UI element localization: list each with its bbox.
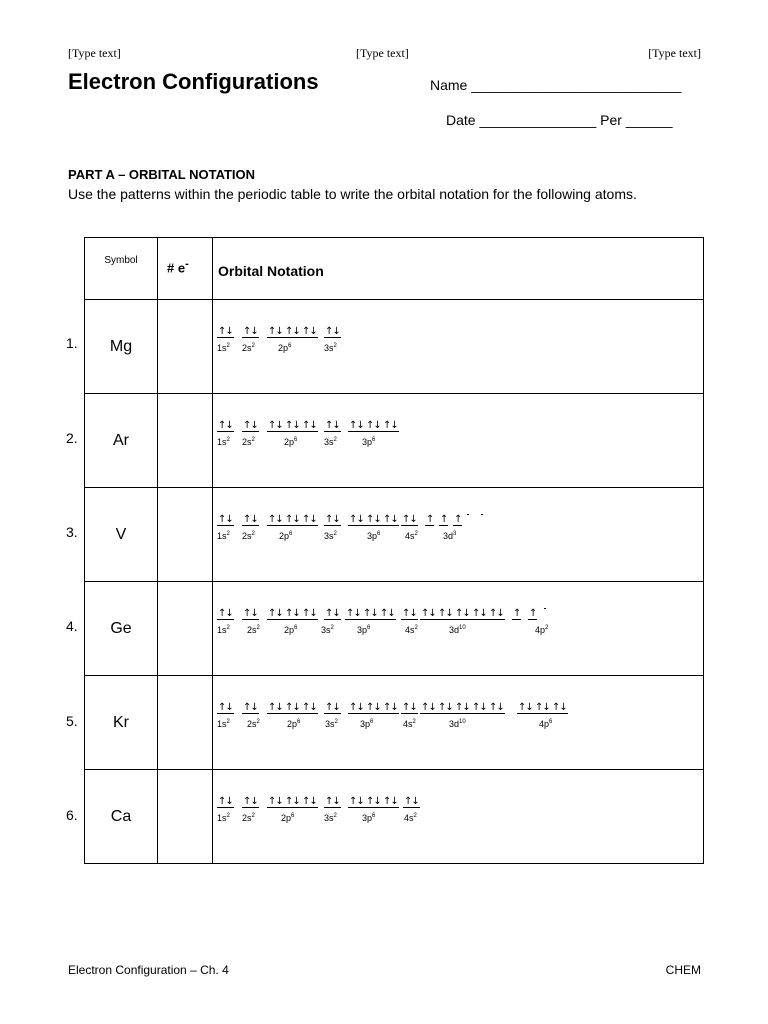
sublevel-name: 4s <box>404 813 414 823</box>
sublevel-label <box>324 813 337 823</box>
orbital-box: ↑↓ <box>268 608 283 619</box>
name-field: Name ___________________________ <box>430 77 682 93</box>
sublevel-name: 3d <box>443 531 454 541</box>
electron-superscript: 2 <box>256 625 260 631</box>
electron-count-header-label: # e <box>167 260 186 276</box>
electron-superscript: 6 <box>291 813 295 819</box>
sublevel-label <box>284 437 297 447</box>
sublevel-label <box>443 531 456 541</box>
orbital-box: ↑↓ <box>243 702 258 713</box>
sublevel-name: 1s <box>217 813 227 823</box>
sublevel-label <box>242 437 255 447</box>
orbital-box: ↑↓ <box>349 702 364 713</box>
electron-superscript: 6 <box>297 719 301 725</box>
orbital-diagram <box>217 608 697 648</box>
electron-superscript: 2 <box>545 625 549 631</box>
orbital-box: ↑ <box>513 608 521 619</box>
sublevel-name: 2p <box>278 343 289 353</box>
electron-superscript: 6 <box>294 625 298 631</box>
sublevel-label <box>217 343 230 353</box>
orbital-notation-cell <box>213 488 704 582</box>
sublevel-label <box>279 531 292 541</box>
sublevel-name: 1s <box>217 343 227 353</box>
table-row <box>85 676 704 770</box>
orbital-box: ↑↓ <box>325 796 340 807</box>
electron-superscript: 2 <box>333 813 337 819</box>
orbital-box: ↑↓ <box>472 702 487 713</box>
sublevel-label <box>217 719 230 729</box>
sublevel-name: 4p <box>535 625 546 635</box>
orbital-box: ↑↓ <box>302 420 317 431</box>
orbital-box: ↑↓ <box>363 608 378 619</box>
sublevel-label <box>242 531 255 541</box>
table-row <box>85 394 704 488</box>
electron-superscript: 2 <box>330 625 334 631</box>
orbital-box: ↑↓ <box>325 420 340 431</box>
table-row <box>85 582 704 676</box>
electron-superscript: 6 <box>549 719 553 725</box>
electron-count-field[interactable] <box>158 394 213 488</box>
sublevel-name: 3p <box>357 625 368 635</box>
orbital-box: ↑↓ <box>243 420 258 431</box>
orbital-box: ↑↓ <box>349 514 364 525</box>
orbital-notation-cell <box>213 582 704 676</box>
sublevel-label <box>281 813 294 823</box>
sublevel-name: 3s <box>324 531 334 541</box>
orbital-box: ↑ <box>454 514 462 525</box>
orbital-box: ↑↓ <box>366 796 381 807</box>
row-number: 5. <box>66 713 78 729</box>
orbital-box: ↑↓ <box>285 608 300 619</box>
orbital-box: ↑↓ <box>285 420 300 431</box>
sublevel-label <box>242 813 255 823</box>
orbital-box: ↑↓ <box>366 514 381 525</box>
orbital-box: ↑↓ <box>218 702 233 713</box>
orbital-notation-cell <box>213 394 704 488</box>
electron-superscript: 6 <box>289 531 293 537</box>
sublevel-label <box>287 719 300 729</box>
sublevel-name: 2s <box>242 343 252 353</box>
sublevel-name: 3p <box>360 719 371 729</box>
electron-charge-sup: - <box>185 257 189 270</box>
row-number: 6. <box>66 807 78 823</box>
orbital-box: ↑↓ <box>285 796 300 807</box>
electron-superscript: 2 <box>414 531 418 537</box>
electron-superscript: 2 <box>251 813 255 819</box>
sublevel-label <box>242 343 255 353</box>
orbital-box: ↑↓ <box>218 796 233 807</box>
orbital-box: ↑↓ <box>268 326 283 337</box>
orbital-box: ↑↓ <box>455 702 470 713</box>
footer-right-text: CHEM <box>665 963 701 977</box>
orbital-box: ↑↓ <box>472 608 487 619</box>
sublevel-label <box>360 719 373 729</box>
orbital-box: ↑↓ <box>243 608 258 619</box>
orbital-box: ↑↓ <box>346 608 361 619</box>
sublevel-name: 2p <box>279 531 290 541</box>
electron-superscript: 2 <box>333 437 337 443</box>
sublevel-label <box>362 437 375 447</box>
sublevel-name: 2p <box>281 813 292 823</box>
orbital-box: ↑↓ <box>268 702 283 713</box>
electron-superscript: 2 <box>251 531 255 537</box>
row-number: 2. <box>66 430 78 446</box>
sublevel-name: 3s <box>321 625 331 635</box>
orbital-box: ↑↓ <box>535 702 550 713</box>
sublevel-name: 3d <box>449 625 460 635</box>
header-left-text: [Type text] <box>68 46 121 60</box>
sublevel-name: 4p <box>539 719 550 729</box>
sublevel-label <box>449 625 466 635</box>
sublevel-name: 4s <box>405 625 415 635</box>
electron-superscript: 6 <box>294 437 298 443</box>
electron-superscript: 2 <box>412 719 416 725</box>
sublevel-label <box>247 719 260 729</box>
sublevel-label <box>324 437 337 447</box>
element-symbol: Ar <box>85 394 158 488</box>
orbital-box: ↑↓ <box>438 702 453 713</box>
orbital-box: ↑↓ <box>285 702 300 713</box>
sublevel-name: 1s <box>217 437 227 447</box>
sublevel-label <box>539 719 552 729</box>
orbital-box: ↑↓ <box>402 702 417 713</box>
orbital-box: ↑↓ <box>325 608 340 619</box>
sublevel-label <box>217 437 230 447</box>
electron-superscript: 2 <box>251 343 255 349</box>
sublevel-label <box>324 531 337 541</box>
table-row <box>85 770 704 864</box>
sublevel-name: 4s <box>405 531 415 541</box>
orbital-box: ↑↓ <box>218 514 233 525</box>
sublevel-label <box>362 813 375 823</box>
orbital-notation-cell <box>213 676 704 770</box>
electron-superscript: 2 <box>333 531 337 537</box>
electron-superscript: 2 <box>414 625 418 631</box>
orbital-box: ↑↓ <box>302 702 317 713</box>
element-symbol: Ca <box>85 770 158 864</box>
orbital-notation-cell <box>213 300 704 394</box>
orbital-box: ↑↓ <box>438 608 453 619</box>
sublevel-label <box>217 625 230 635</box>
orbital-box: ↑↓ <box>404 796 419 807</box>
symbol-header-label: Symbol <box>104 255 138 266</box>
orbital-box: ↑ <box>440 514 448 525</box>
electron-superscript: 2 <box>334 719 338 725</box>
orbital-box: ↑↓ <box>302 514 317 525</box>
header-right-text: [Type text] <box>648 46 701 60</box>
sublevel-label <box>278 343 291 353</box>
orbital-box: ↑↓ <box>325 326 340 337</box>
symbol-header <box>85 238 158 300</box>
sublevel-label <box>449 719 466 729</box>
orbital-box: ↑↓ <box>349 796 364 807</box>
element-symbol: V <box>85 488 158 582</box>
electron-superscript: 6 <box>288 343 292 349</box>
orbital-box: ↑ <box>529 608 537 619</box>
orbital-box: ↑↓ <box>383 702 398 713</box>
electron-superscript: 2 <box>226 343 230 349</box>
sublevel-name: 2p <box>284 625 295 635</box>
orbital-box: ↑↓ <box>421 608 436 619</box>
electron-superscript: 2 <box>226 719 230 725</box>
sublevel-name: 2s <box>242 437 252 447</box>
sublevel-name: 2s <box>242 531 252 541</box>
orbital-box: ↑↓ <box>383 796 398 807</box>
orbital-box: ↑↓ <box>518 702 533 713</box>
electron-count-field[interactable] <box>158 300 213 394</box>
orbital-box: ↑↓ <box>455 608 470 619</box>
table-row <box>85 488 704 582</box>
orbital-box: ↑↓ <box>268 420 283 431</box>
table-row <box>85 300 704 394</box>
orbital-box: ↑↓ <box>402 608 417 619</box>
orbital-box <box>481 514 483 515</box>
orbital-box: ↑↓ <box>218 326 233 337</box>
table-header-row <box>85 238 704 300</box>
sublevel-name: 3p <box>362 813 373 823</box>
element-symbol: Kr <box>85 676 158 770</box>
electron-superscript: 6 <box>377 531 381 537</box>
sublevel-label <box>321 625 334 635</box>
orbital-box: ↑↓ <box>268 796 283 807</box>
sublevel-name: 3s <box>324 437 334 447</box>
orbital-box: ↑↓ <box>325 702 340 713</box>
element-symbol: Mg <box>85 300 158 394</box>
orbital-box: ↑ <box>426 514 434 525</box>
sublevel-name: 3d <box>449 719 460 729</box>
orbital-box: ↑↓ <box>268 514 283 525</box>
sublevel-name: 1s <box>217 531 227 541</box>
orbital-box: ↑↓ <box>489 608 504 619</box>
electron-superscript: 10 <box>459 625 466 631</box>
page-title: Electron Configurations <box>68 69 319 94</box>
orbital-box <box>544 608 546 609</box>
sublevel-name: 2s <box>247 719 257 729</box>
sublevel-name: 3p <box>362 437 373 447</box>
electron-superscript: 6 <box>367 625 371 631</box>
sublevel-label <box>405 531 418 541</box>
orbital-box: ↑↓ <box>489 702 504 713</box>
orbital-box: ↑↓ <box>285 326 300 337</box>
sublevel-name: 3p <box>367 531 378 541</box>
orbital-box: ↑↓ <box>243 514 258 525</box>
row-number: 1. <box>66 335 78 351</box>
orbital-box <box>467 514 469 515</box>
orbital-box: ↑↓ <box>349 420 364 431</box>
sublevel-name: 3s <box>324 343 334 353</box>
orbital-box: ↑↓ <box>383 420 398 431</box>
orbital-notation-cell <box>213 770 704 864</box>
sublevel-name: 2s <box>247 625 257 635</box>
sublevel-name: 2p <box>287 719 298 729</box>
orbital-box: ↑↓ <box>302 326 317 337</box>
footer-left-text: Electron Configuration – Ch. 4 <box>68 963 229 977</box>
sublevel-name: 1s <box>217 719 227 729</box>
orbital-box: ↑↓ <box>302 796 317 807</box>
orbital-diagram <box>217 326 697 366</box>
orbital-notation-table <box>84 237 704 864</box>
electron-superscript: 3 <box>453 531 457 537</box>
orbital-diagram <box>217 702 697 742</box>
row-number: 3. <box>66 524 78 540</box>
header-center-text: [Type text] <box>356 46 409 60</box>
orbital-box: ↑↓ <box>366 420 381 431</box>
electron-superscript: 2 <box>251 437 255 443</box>
electron-superscript: 6 <box>372 813 376 819</box>
electron-superscript: 2 <box>226 437 230 443</box>
orbital-diagram <box>217 796 697 836</box>
electron-count-field[interactable] <box>158 770 213 864</box>
electron-superscript: 2 <box>226 531 230 537</box>
orbital-diagram <box>217 514 697 554</box>
electron-superscript: 6 <box>370 719 374 725</box>
sublevel-label <box>405 625 418 635</box>
sublevel-label <box>324 343 337 353</box>
orbital-box: ↑↓ <box>421 702 436 713</box>
electron-superscript: 10 <box>459 719 466 725</box>
orbital-box: ↑↓ <box>218 420 233 431</box>
part-a-heading: PART A – ORBITAL NOTATION <box>68 167 256 182</box>
sublevel-name: 2p <box>284 437 295 447</box>
sublevel-label <box>404 813 417 823</box>
sublevel-name: 3s <box>325 719 335 729</box>
orbital-box: ↑↓ <box>366 702 381 713</box>
orbital-notation-header: Orbital Notation <box>213 240 704 302</box>
sublevel-label <box>247 625 260 635</box>
sublevel-label <box>217 813 230 823</box>
sublevel-name: 1s <box>217 625 227 635</box>
orbital-diagram <box>217 420 697 460</box>
electron-count-field[interactable] <box>158 676 213 770</box>
electron-superscript: 2 <box>256 719 260 725</box>
sublevel-label <box>357 625 370 635</box>
electron-superscript: 2 <box>226 625 230 631</box>
sublevel-name: 2s <box>242 813 252 823</box>
orbital-box: ↑↓ <box>302 608 317 619</box>
sublevel-label <box>535 625 548 635</box>
sublevel-label <box>325 719 338 729</box>
electron-count-field[interactable] <box>158 582 213 676</box>
orbital-box: ↑↓ <box>243 796 258 807</box>
electron-superscript: 2 <box>226 813 230 819</box>
electron-superscript: 6 <box>372 437 376 443</box>
sublevel-label <box>367 531 380 541</box>
orbital-box: ↑↓ <box>402 514 417 525</box>
orbital-box: ↑↓ <box>218 608 233 619</box>
sublevel-label <box>284 625 297 635</box>
part-a-instructions: Use the patterns within the periodic table to write the orbital notation for the following atoms. <box>68 186 637 202</box>
electron-superscript: 2 <box>413 813 417 819</box>
sublevel-name: 4s <box>403 719 413 729</box>
orbital-box: ↑↓ <box>243 326 258 337</box>
sublevel-name: 3s <box>324 813 334 823</box>
orbital-box: ↑↓ <box>285 514 300 525</box>
sublevel-label <box>217 531 230 541</box>
orbital-box: ↑↓ <box>380 608 395 619</box>
electron-superscript: 2 <box>333 343 337 349</box>
date-per-field: Date _______________ Per ______ <box>446 112 673 128</box>
row-number: 4. <box>66 618 78 634</box>
orbital-box: ↑↓ <box>325 514 340 525</box>
electron-count-header <box>158 236 213 298</box>
sublevel-label <box>403 719 416 729</box>
orbital-box: ↑↓ <box>383 514 398 525</box>
electron-count-field[interactable] <box>158 488 213 582</box>
orbital-box: ↑↓ <box>552 702 567 713</box>
element-symbol: Ge <box>85 582 158 676</box>
